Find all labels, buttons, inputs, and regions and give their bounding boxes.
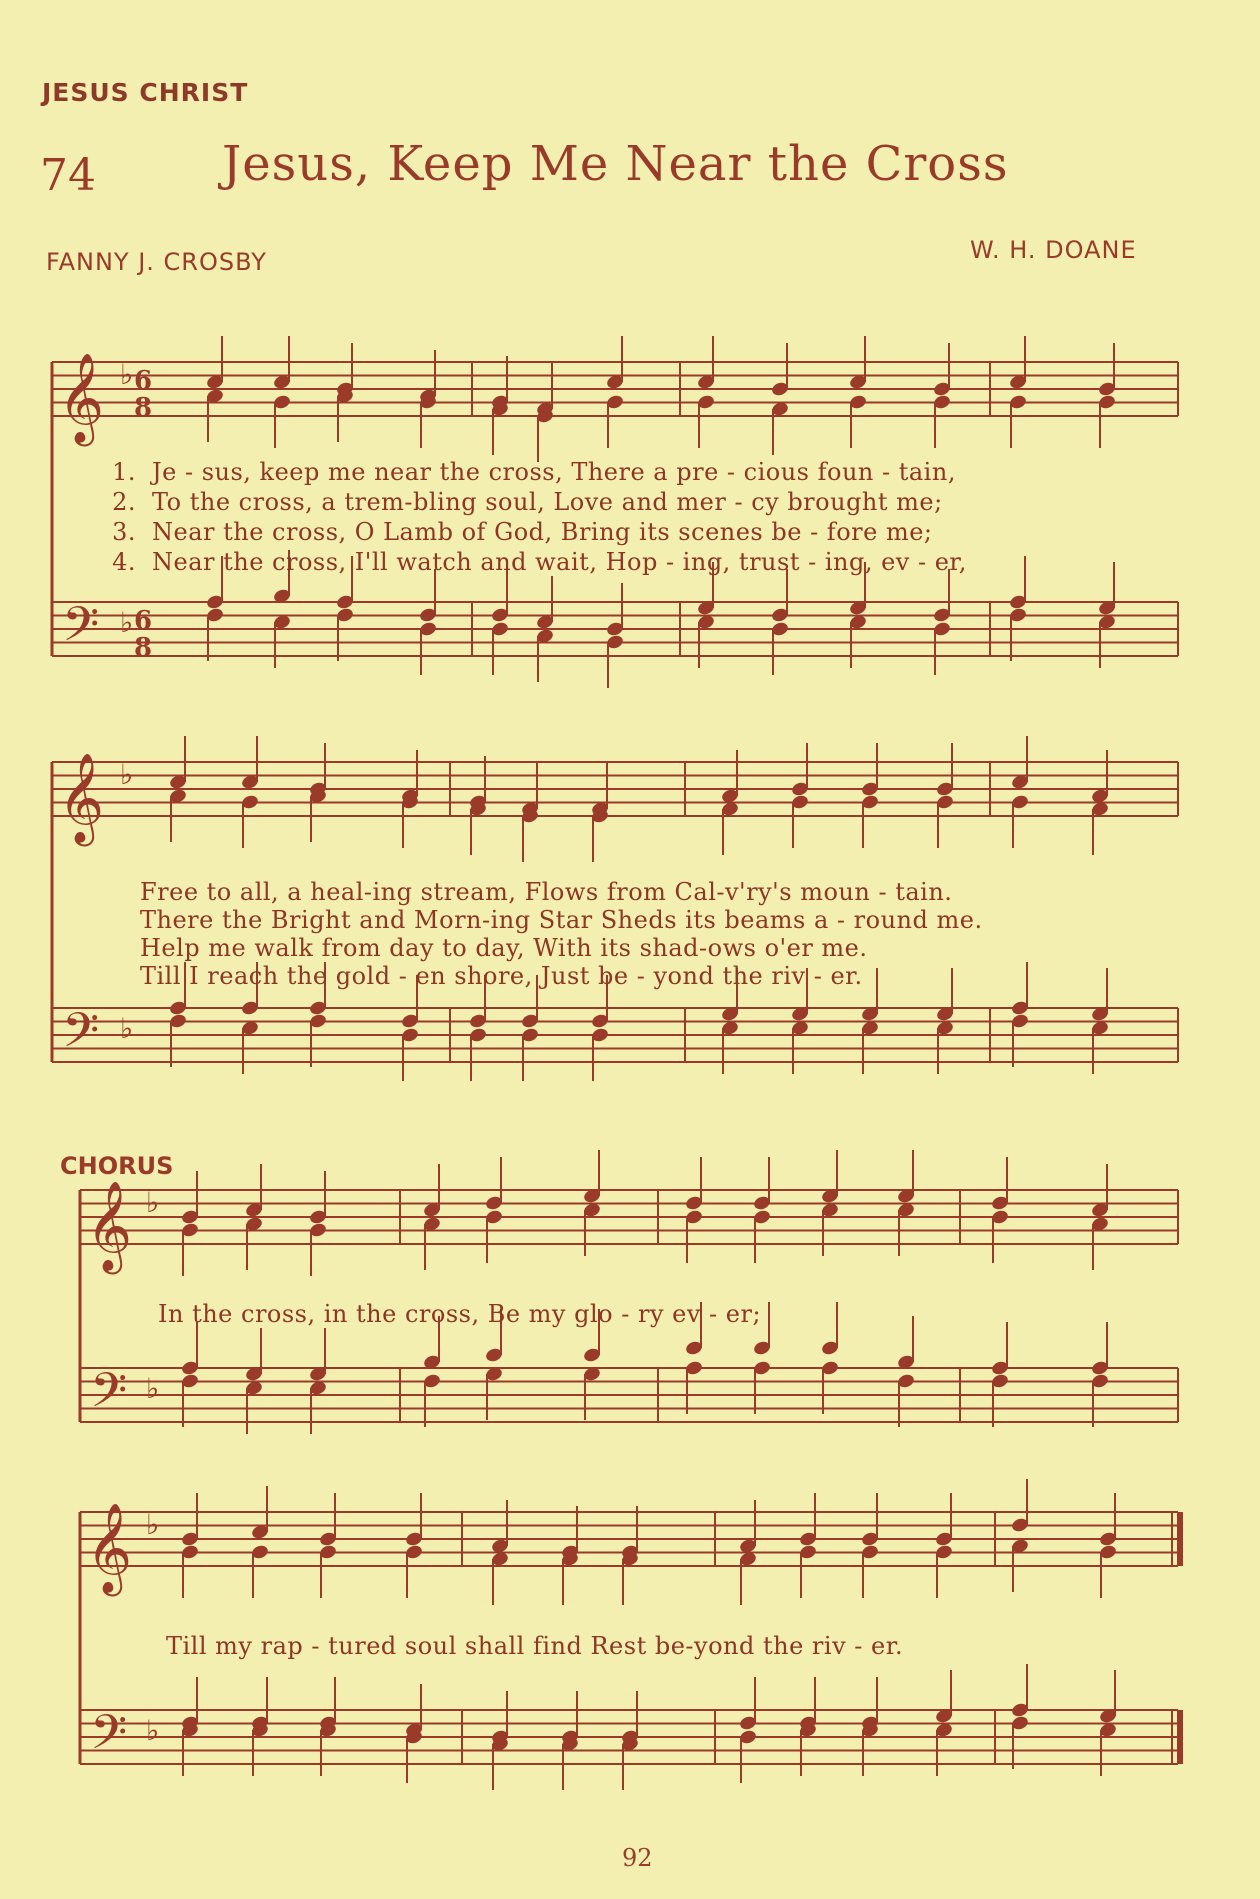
chorus-line-2: Till my rap - tured soul shall find Rest be-yond the riv - er. <box>166 1632 904 1660</box>
key-flat: ♭ <box>120 758 134 791</box>
time-signature-top: 6 <box>134 606 153 636</box>
hymn-number: 74 <box>40 150 96 201</box>
time-signature-bottom: 8 <box>134 393 153 423</box>
key-flat: ♭ <box>146 1508 160 1541</box>
treble-clef: 𝄞 <box>86 1503 133 1593</box>
bass-clef: 𝄢 <box>62 1002 100 1070</box>
verse-line-1: 1. Je - sus, keep me near the cross, There a pre - cious foun - tain, <box>112 458 956 486</box>
verse-line-2: 2. To the cross, a trem-bling soul, Love and mer - cy brought me; <box>112 488 943 516</box>
verse-line-3b: Help me walk from day to day, With its shad-ows o'er me. <box>140 934 868 962</box>
key-flat: ♭ <box>146 1714 160 1747</box>
treble-clef: 𝄞 <box>58 753 105 843</box>
verse-line-4: 4. Near the cross, I'll watch and wait, Hop - ing, trust - ing, ev - er, <box>112 548 967 576</box>
verse-line-4b: Till I reach the gold - en shore, Just be - yond the riv - er. <box>140 962 863 990</box>
treble-clef: 𝄞 <box>58 353 105 443</box>
key-flat: ♭ <box>146 1186 160 1219</box>
hymn-title: Jesus, Keep Me Near the Cross <box>222 136 1009 192</box>
composer-credit: W. H. DOANE <box>970 236 1137 264</box>
chorus-label: CHORUS <box>60 1152 174 1180</box>
verse-line-1b: Free to all, a heal-ing stream, Flows from Cal-v'ry's moun - tain. <box>140 878 953 906</box>
verse-line-3: 3. Near the cross, O Lamb of God, Bring its scenes be - fore me; <box>112 518 933 546</box>
bass-clef: 𝄢 <box>90 1362 128 1430</box>
time-signature-bottom: 8 <box>134 633 153 663</box>
section-heading: JESUS CHRIST <box>42 78 249 107</box>
key-flat: ♭ <box>120 358 134 391</box>
key-flat: ♭ <box>120 606 134 639</box>
key-flat: ♭ <box>120 1012 134 1045</box>
treble-clef: 𝄞 <box>86 1181 133 1271</box>
chorus-line-1: In the cross, in the cross, Be my glo - ry ev - er; <box>158 1300 762 1328</box>
bass-clef: 𝄢 <box>90 1704 128 1772</box>
key-flat: ♭ <box>146 1372 160 1405</box>
page-number: 92 <box>622 1844 653 1872</box>
verse-line-2b: There the Bright and Morn-ing Star Sheds its beams a - round me. <box>140 906 983 934</box>
time-signature-top: 6 <box>134 366 153 396</box>
bass-clef: 𝄢 <box>62 596 100 664</box>
lyricist-credit: FANNY J. CROSBY <box>46 248 267 276</box>
